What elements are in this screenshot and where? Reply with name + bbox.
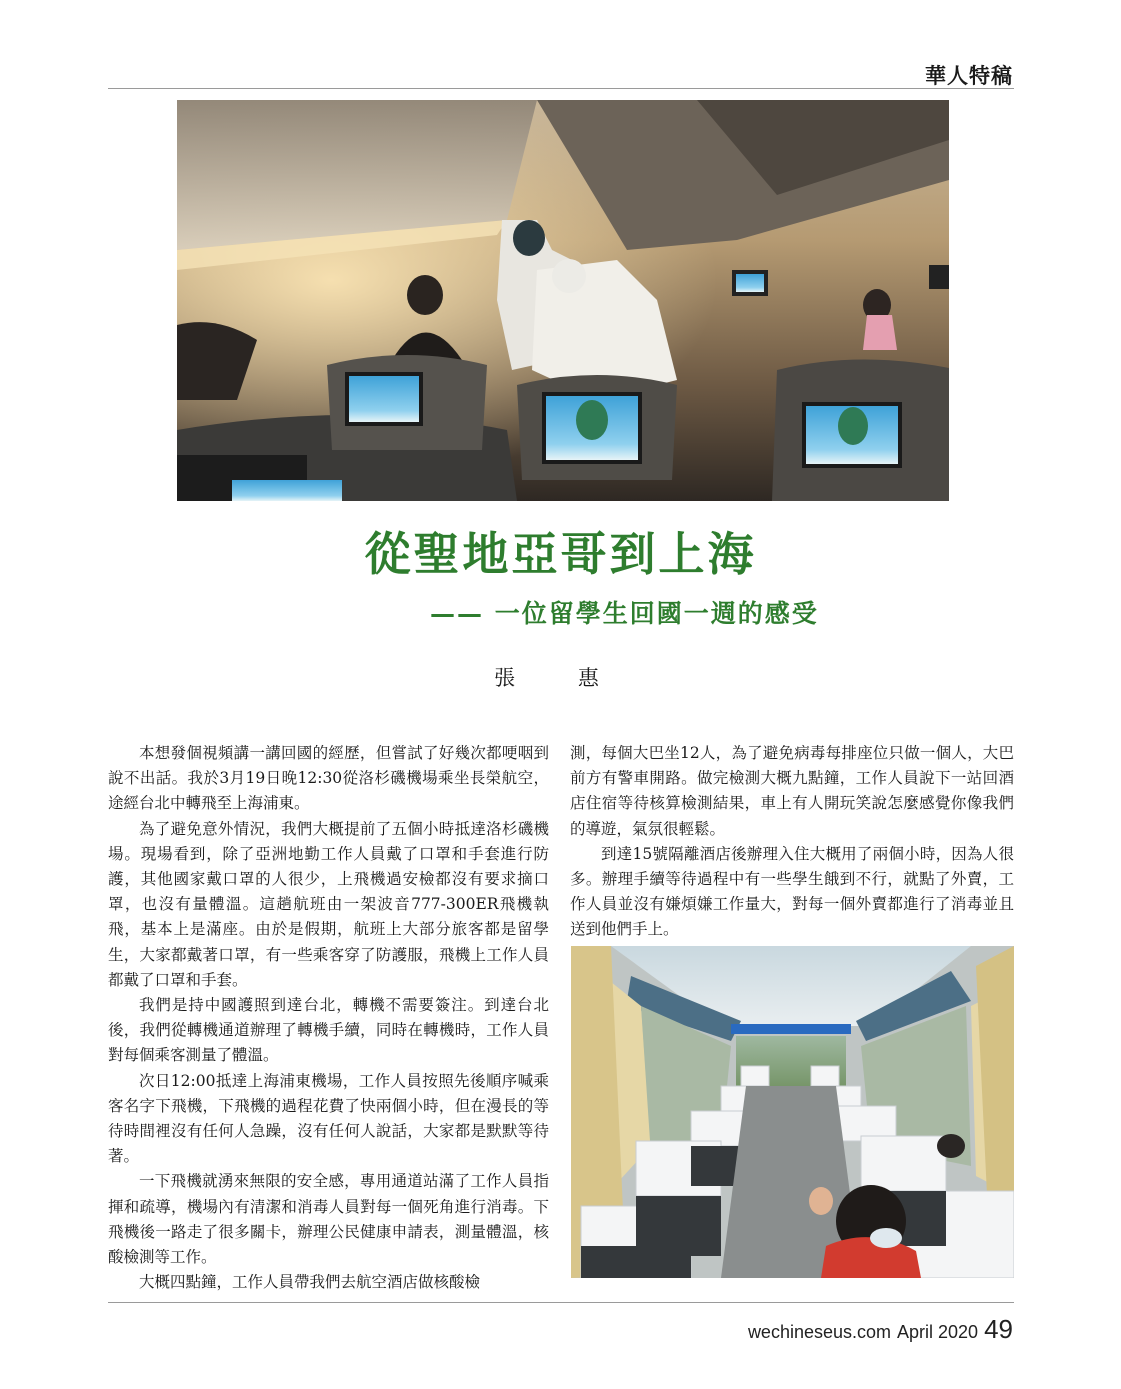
subheadline: —— 一位留學生回國一週的感受 (430, 599, 819, 628)
header-rule (108, 88, 1014, 89)
paragraph: 一下飛機就湧來無限的安全感，專用通道站滿了工作人員指揮和疏導，機場內有清潔和消毒人員對每一個死角進行消毒。下飛機後一路走了很多關卡，辦理公民健康申請表，測量體溫，核酸檢測等工作。 (108, 1172, 549, 1267)
paragraph: 我們是持中國護照到達台北，轉機不需要簽注。到達台北後，我們從轉機通道辦理了轉機手續，同時在轉機時，工作人員對每個乘客測量了體溫。 (108, 996, 549, 1065)
footer-rule (108, 1302, 1014, 1303)
paragraph: 到達15號隔離酒店後辦理入住大概用了兩個小時，因為人很多。辦理手續等待過程中有一些學生餓到不行，就點了外賣，工作人員並沒有嫌煩嫌工作量大，對每一個外賣都進行了消毒並且送到他們手上。 (570, 844, 1014, 939)
bus-interior-photo (571, 946, 1014, 1278)
paragraph: 大概四點鐘，工作人員帶我們去航空酒店做核酸檢 (139, 1273, 481, 1292)
section-tag: 華人特稿 (925, 64, 1013, 88)
footer-site: wechineseus.com (747, 1322, 892, 1342)
headline: 從聖地亞哥到上海 (364, 527, 757, 581)
paragraph: 為了避免意外情況，我們大概提前了五個小時抵達洛杉磯機場。現場看到，除了亞洲地勤工作人員戴了口罩和手套進行防護，其他國家戴口罩的人很少，上飛機過安檢都沒有要求摘口罩，也沒有量體溫。這趟航班由一架波音777-300ER飛機執飛，基本上是滿座。由於是假期，航班上大部分旅客都是留學生，大家都戴著口罩，有一些乘客穿了防護服，飛機上工作人員都戴了口罩和手套。 (108, 819, 549, 989)
airplane-cabin-photo (177, 100, 949, 501)
paragraph: 本想發個視頻講一講回國的經歷，但嘗試了好幾次都哽咽到說不出話。我於3月19日晚12:30從洛杉磯機場乘坐長榮航空，途經台北中轉飛至上海浦東。 (108, 744, 549, 813)
footer-issue-date: April 2020 (897, 1322, 979, 1342)
page-number: 49 (984, 1314, 1013, 1344)
byline: 張 惠 (494, 666, 627, 690)
paragraph: 測，每個大巴坐12人，為了避免病毒每排座位只做一個人，大巴前方有警車開路。做完檢測大概九點鐘，工作人員說下一站回酒店住宿等待核算檢測結果，車上有人開玩笑說怎麼感覺你像我們的導遊，氣氛很輕鬆。 (570, 744, 1014, 838)
page-footer (748, 1314, 1013, 1345)
article-right-column (570, 741, 1014, 943)
paragraph: 次日12:00抵達上海浦東機場，工作人員按照先後順序喊乘客名字下飛機，下飛機的過程花費了快兩個小時，但在漫長的等待時間裡沒有任何人急躁，沒有任何人說話，大家都是默默等待著。 (108, 1071, 549, 1166)
article-left-column (108, 741, 549, 1295)
